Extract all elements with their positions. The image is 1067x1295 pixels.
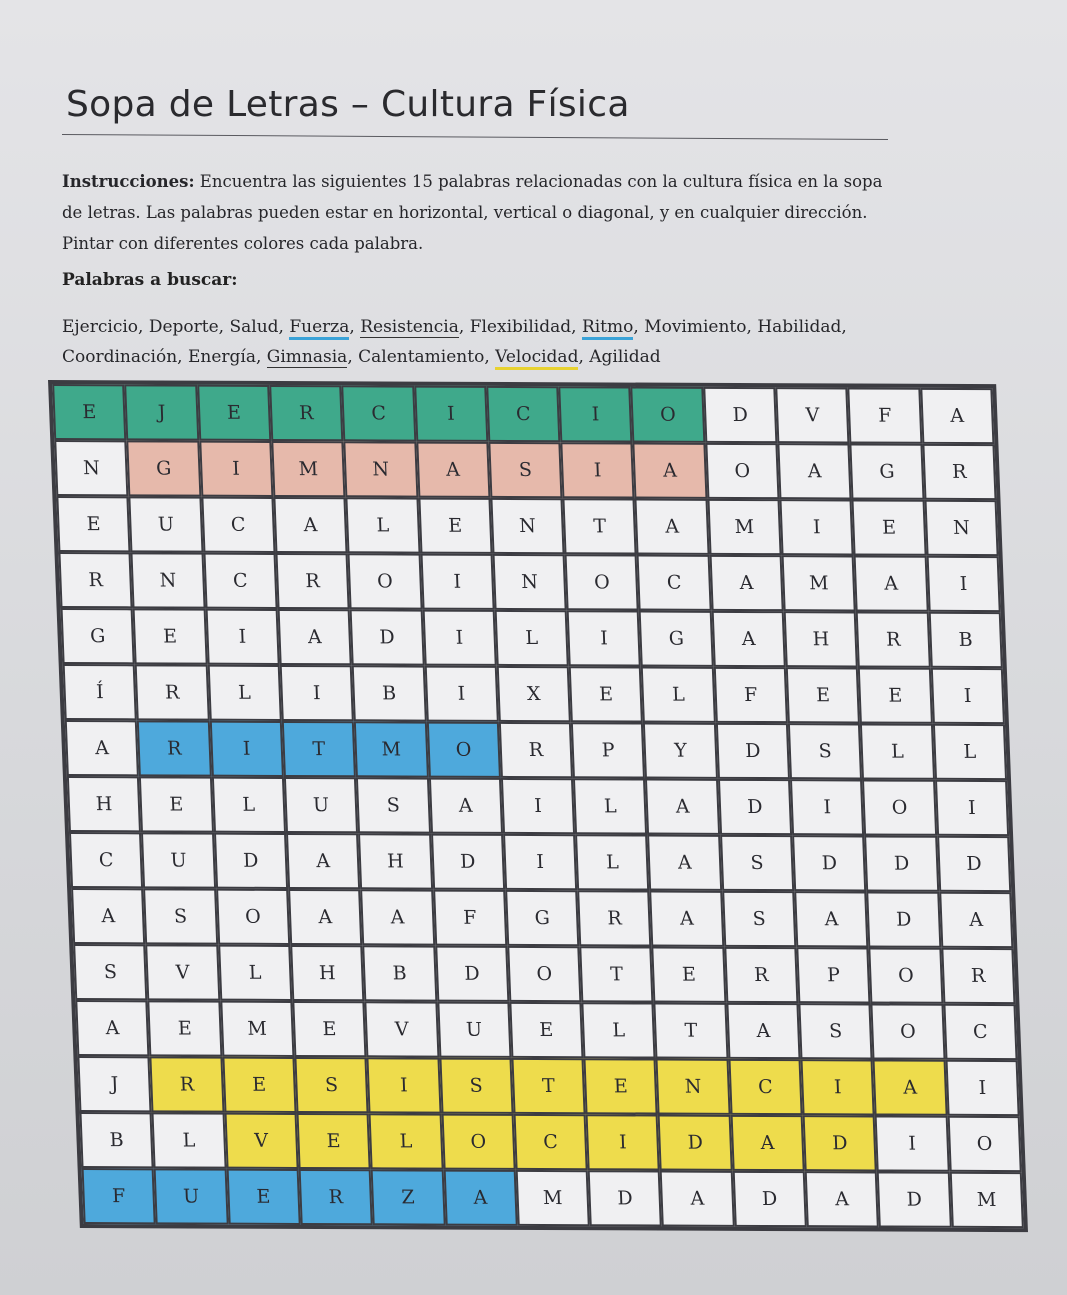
grid-cell[interactable]: N (344, 441, 418, 497)
grid-cell[interactable]: L (207, 665, 281, 721)
grid-cell[interactable]: N (656, 1059, 730, 1115)
grid-cell[interactable]: D (658, 1115, 732, 1171)
grid-cell[interactable]: G (127, 440, 201, 496)
grid-cell[interactable]: O (631, 387, 705, 443)
word-separator: , (347, 347, 359, 367)
grid-cell[interactable]: I (567, 610, 641, 666)
grid-cell[interactable]: A (75, 1000, 149, 1056)
word-item: Salud (229, 317, 279, 337)
word-item: Calentamiento (358, 347, 485, 367)
word-separator: , (571, 317, 582, 337)
grid-cell[interactable]: D (867, 891, 941, 947)
word-search-grid (48, 380, 1028, 1232)
grid-cell[interactable]: S (356, 777, 430, 833)
grid-cell[interactable]: A (635, 499, 709, 555)
grid-cell[interactable]: D (732, 1171, 806, 1227)
grid-cell[interactable]: Y (643, 723, 717, 779)
word-item: Velocidad (495, 347, 578, 370)
grid-cell[interactable]: I (503, 834, 577, 890)
grid-cell[interactable]: R (922, 444, 996, 500)
word-item: Gimnasia (266, 347, 348, 367)
grid-cell[interactable]: T (511, 1058, 585, 1114)
grid-cell[interactable]: R (299, 1169, 373, 1225)
grid-cell[interactable]: E (56, 496, 130, 552)
grid-cell[interactable]: I (931, 668, 1005, 724)
instructions-label: Instrucciones: (62, 172, 195, 191)
grid-cell[interactable]: A (854, 555, 928, 611)
grid-cell[interactable]: U (284, 777, 358, 833)
word-separator: , (458, 317, 470, 337)
grid-cell[interactable]: D (435, 946, 509, 1002)
grid-cell[interactable]: T (563, 498, 637, 554)
word-separator: , (177, 347, 188, 367)
grid-cell[interactable]: I (586, 1114, 660, 1170)
grid-cell[interactable]: O (947, 1116, 1021, 1172)
grid-cell[interactable]: C (943, 1004, 1017, 1060)
grid-cell[interactable]: D (718, 779, 792, 835)
grid-cell[interactable]: S (720, 835, 794, 891)
grid-cell[interactable]: I (205, 609, 279, 665)
grid-cell[interactable]: R (724, 947, 798, 1003)
grid-cell[interactable]: I (420, 554, 494, 610)
grid-cell[interactable]: G (505, 890, 579, 946)
grid-cell[interactable]: I (501, 778, 575, 834)
grid-cell[interactable]: S (488, 442, 562, 498)
grid-cell[interactable]: C (69, 832, 143, 888)
grid-cell[interactable]: H (358, 833, 432, 889)
word-separator: , (255, 347, 267, 367)
grid-cell[interactable]: I (801, 1059, 875, 1115)
word-separator: , (633, 317, 645, 337)
grid-cell[interactable]: P (796, 947, 870, 1003)
grid-cell[interactable]: A (645, 779, 719, 835)
grid-cell[interactable]: D (792, 835, 866, 891)
grid-cell[interactable]: A (278, 609, 352, 665)
grid-cell[interactable]: A (920, 388, 994, 444)
grid-cell[interactable]: D (877, 1171, 951, 1227)
grid-cell[interactable]: E (569, 666, 643, 722)
grid-cell[interactable]: A (65, 720, 139, 776)
grid-cell[interactable]: C (513, 1114, 587, 1170)
grid-cell[interactable]: M (516, 1170, 590, 1226)
grid-cell[interactable]: D (864, 835, 938, 891)
grid-cell[interactable]: A (730, 1115, 804, 1171)
grid-cell[interactable]: N (54, 440, 128, 496)
grid-cell[interactable]: I (875, 1115, 949, 1171)
grid-cell[interactable]: T (282, 721, 356, 777)
grid-cell[interactable]: D (803, 1115, 877, 1171)
grid-cell[interactable]: S (788, 723, 862, 779)
grid-cell[interactable]: S (143, 888, 217, 944)
grid-cell[interactable]: A (711, 611, 785, 667)
grid-cell[interactable]: I (280, 665, 354, 721)
grid-cell[interactable]: L (860, 723, 934, 779)
grid-cell[interactable]: U (129, 496, 203, 552)
grid-cell[interactable]: I (414, 386, 488, 442)
grid-cell[interactable]: C (203, 553, 277, 609)
grid-cell[interactable]: O (348, 553, 422, 609)
grid-cell[interactable]: I (945, 1060, 1019, 1116)
grid-cell[interactable]: G (61, 608, 135, 664)
grid-cell[interactable]: P (571, 722, 645, 778)
grid-cell[interactable]: F (82, 1168, 156, 1224)
grid-cell[interactable]: C (341, 385, 415, 441)
grid-cell[interactable]: A (650, 891, 724, 947)
grid-cell[interactable]: T (654, 1003, 728, 1059)
grid-cell[interactable]: M (271, 441, 345, 497)
grid-cell[interactable]: Z (371, 1169, 445, 1225)
grid-cell[interactable]: O (441, 1114, 515, 1170)
grid-cell[interactable]: R (269, 385, 343, 441)
grid-cell[interactable]: R (577, 890, 651, 946)
grid-cell[interactable]: D (350, 609, 424, 665)
grid-cell[interactable]: H (67, 776, 141, 832)
grid-cell[interactable]: F (433, 890, 507, 946)
grid-cell[interactable]: N (131, 552, 205, 608)
grid-cell[interactable]: V (775, 387, 849, 443)
grid-cell[interactable]: N (924, 500, 998, 556)
grid-cell[interactable]: I (422, 610, 496, 666)
grid-cell[interactable]: O (565, 554, 639, 610)
grid-cell[interactable]: S (439, 1058, 513, 1114)
instructions (62, 166, 892, 259)
grid-cell[interactable]: A (726, 1003, 800, 1059)
grid-cell[interactable]: J (77, 1056, 151, 1112)
word-item: Coordinación (62, 347, 178, 367)
grid-cell[interactable]: V (365, 1001, 439, 1057)
grid-cell[interactable]: V (145, 944, 219, 1000)
grid-cell[interactable]: H (290, 945, 364, 1001)
grid-cell[interactable]: D (703, 387, 777, 443)
grid-cell[interactable]: L (346, 497, 420, 553)
grid-cell[interactable]: E (652, 947, 726, 1003)
grid-cell[interactable]: L (933, 724, 1007, 780)
grid-cell[interactable]: L (218, 945, 292, 1001)
word-item: Deporte (148, 317, 219, 337)
grid-cell[interactable]: L (152, 1112, 226, 1168)
grid-cell[interactable]: D (588, 1170, 662, 1226)
word-item: Habilidad (757, 317, 842, 337)
grid-cell[interactable]: L (575, 834, 649, 890)
grid-cell[interactable]: E (786, 667, 860, 723)
grid-cell[interactable]: R (856, 611, 930, 667)
grid-cell[interactable]: I (558, 386, 632, 442)
grid-cell[interactable]: R (135, 664, 209, 720)
grid-cell[interactable]: B (928, 612, 1002, 668)
grid-cell[interactable]: O (426, 722, 500, 778)
grid-cell[interactable]: L (494, 610, 568, 666)
grid-cell[interactable]: O (216, 889, 290, 945)
grid-cell[interactable]: L (212, 777, 286, 833)
grid-cell[interactable]: C (637, 555, 711, 611)
grid-cell[interactable]: O (869, 947, 943, 1003)
grid-cell[interactable]: E (584, 1058, 658, 1114)
grid-cell[interactable]: A (939, 892, 1013, 948)
grid-cell[interactable]: E (852, 499, 926, 555)
grid-cell[interactable]: I (209, 721, 283, 777)
grid-cell[interactable]: L (582, 1002, 656, 1058)
word-item: Agilidad (589, 347, 661, 367)
grid-cell[interactable]: U (437, 1002, 511, 1058)
grid-cell[interactable]: E (139, 776, 213, 832)
grid-cell[interactable]: R (275, 553, 349, 609)
words-heading: Palabras a buscar: (62, 270, 238, 290)
grid-cell[interactable]: A (873, 1059, 947, 1115)
word-item: Fuerza (289, 317, 349, 340)
grid-cell[interactable]: F (848, 387, 922, 443)
word-item: Ejercicio (62, 317, 139, 337)
grid-cell[interactable]: U (141, 832, 215, 888)
grid-cell[interactable]: S (722, 891, 796, 947)
instructions-text: Encuentra las siguientes 15 palabras relacionadas con la cultura física en la sopa de letras. Las palabras pueden estar en horizontal, vertical o diagonal, y en cualquier dirección. Pintar con diferentes colores cada palabra. (62, 172, 883, 253)
grid-cell[interactable]: A (416, 442, 490, 498)
grid-cell[interactable]: A (428, 778, 502, 834)
grid-cell[interactable]: A (443, 1170, 517, 1226)
word-separator: , (349, 317, 361, 337)
grid-cell[interactable]: D (431, 834, 505, 890)
grid-cell[interactable]: R (58, 552, 132, 608)
word-item: Energía (187, 347, 256, 367)
grid-cell[interactable]: E (148, 1000, 222, 1056)
grid-cell[interactable]: M (949, 1172, 1023, 1228)
grid-cell[interactable]: R (499, 722, 573, 778)
grid-cell[interactable]: E (52, 384, 126, 440)
word-separator: , (578, 347, 590, 367)
grid-cell[interactable]: A (71, 888, 145, 944)
grid-cell[interactable]: C (486, 386, 560, 442)
grid-cell[interactable]: R (941, 948, 1015, 1004)
grid-cell[interactable]: O (507, 946, 581, 1002)
grid-cell[interactable]: I (926, 556, 1000, 612)
grid-cell[interactable]: B (79, 1112, 153, 1168)
grid-cell[interactable]: D (937, 836, 1011, 892)
grid-cell[interactable]: R (137, 720, 211, 776)
grid-cell[interactable]: E (133, 608, 207, 664)
grid-cell[interactable]: N (490, 498, 564, 554)
grid-cell[interactable]: B (352, 665, 426, 721)
word-separator: , (218, 317, 230, 337)
grid-cell[interactable]: H (784, 611, 858, 667)
grid-cell[interactable]: F (714, 667, 788, 723)
grid-cell[interactable]: S (798, 1003, 872, 1059)
grid-cell[interactable]: S (73, 944, 147, 1000)
grid-cell[interactable]: X (497, 666, 571, 722)
title-underline (62, 134, 888, 140)
grid-cell[interactable]: O (862, 779, 936, 835)
grid-cell[interactable]: I (935, 780, 1009, 836)
word-item: Resistencia (360, 317, 459, 337)
word-list (62, 312, 902, 372)
grid-cell[interactable]: O (705, 443, 779, 499)
grid-cell[interactable]: A (273, 497, 347, 553)
grid-cell[interactable]: E (858, 667, 932, 723)
word-separator: , (138, 317, 149, 337)
grid-cell[interactable]: A (777, 443, 851, 499)
grid-cell[interactable]: A (709, 555, 783, 611)
grid-cell[interactable]: L (369, 1113, 443, 1169)
grid-cell[interactable]: A (360, 889, 434, 945)
grid-cell[interactable]: M (354, 721, 428, 777)
grid-cell[interactable]: V (224, 1113, 298, 1169)
grid-cell[interactable]: I (560, 442, 634, 498)
grid-cell[interactable]: E (296, 1113, 370, 1169)
grid-cell[interactable]: A (794, 891, 868, 947)
grid-cell[interactable]: A (805, 1171, 879, 1227)
grid-cell[interactable]: A (660, 1171, 734, 1227)
grid-cell[interactable]: B (362, 945, 436, 1001)
grid-cell[interactable]: G (639, 611, 713, 667)
grid-cell[interactable]: R (150, 1056, 224, 1112)
grid-cell[interactable]: S (294, 1057, 368, 1113)
word-item: Ritmo (582, 317, 633, 340)
grid-cell[interactable]: Í (63, 664, 137, 720)
word-separator: , (841, 317, 847, 337)
grid-cell[interactable]: A (286, 833, 360, 889)
grid-cell[interactable]: E (197, 385, 271, 441)
grid-cell[interactable]: T (579, 946, 653, 1002)
grid-cell[interactable]: C (201, 497, 275, 553)
grid-cell[interactable]: L (641, 667, 715, 723)
grid-cell[interactable]: E (222, 1057, 296, 1113)
grid-cell[interactable]: N (492, 554, 566, 610)
word-item: Flexibilidad (469, 317, 572, 337)
grid-cell[interactable]: C (728, 1059, 802, 1115)
grid-cell[interactable]: E (226, 1169, 300, 1225)
grid-cell[interactable]: I (780, 499, 854, 555)
grid-cell[interactable]: D (716, 723, 790, 779)
grid-cell[interactable]: I (424, 666, 498, 722)
grid-cell[interactable]: E (292, 1001, 366, 1057)
grid-cell[interactable]: I (790, 779, 864, 835)
grid-cell[interactable]: I (199, 441, 273, 497)
grid-cell[interactable]: O (871, 1003, 945, 1059)
grid-cell[interactable]: A (633, 443, 707, 499)
grid-cell[interactable]: G (850, 443, 924, 499)
word-item: Movimiento (644, 317, 747, 337)
grid-cell[interactable]: L (573, 778, 647, 834)
word-separator: , (746, 317, 758, 337)
grid-cell[interactable]: I (367, 1057, 441, 1113)
grid-cell[interactable]: E (418, 498, 492, 554)
page-title: Sopa de Letras – Cultura Física (66, 84, 630, 125)
grid-cell[interactable]: A (648, 835, 722, 891)
grid-cell[interactable]: M (707, 499, 781, 555)
grid-cell[interactable]: A (288, 889, 362, 945)
grid-cell[interactable]: D (214, 833, 288, 889)
grid-cell[interactable]: E (509, 1002, 583, 1058)
grid-cell[interactable]: M (220, 1001, 294, 1057)
grid-cell[interactable]: U (154, 1168, 228, 1224)
word-separator: , (278, 317, 290, 337)
grid-cell[interactable]: J (124, 384, 198, 440)
grid-cell[interactable]: M (782, 555, 856, 611)
word-separator: , (484, 347, 496, 367)
